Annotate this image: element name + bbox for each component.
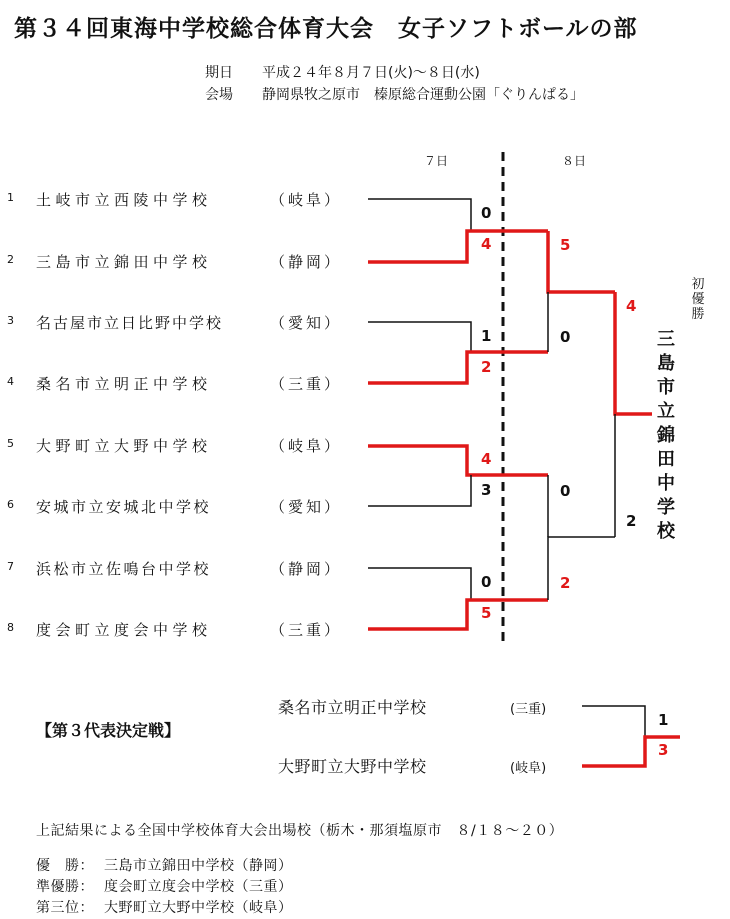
third-place-heading: 【第３代表決定戦】: [36, 721, 181, 740]
team-name: 三島市立錦田中学校: [36, 253, 212, 271]
team-number: 2: [7, 253, 14, 266]
team-prefecture: （岐阜）: [270, 437, 343, 455]
score: 0: [481, 573, 492, 591]
third-place-team: 大野町立大野中学校: [278, 757, 427, 776]
team-prefecture: （愛知）: [270, 498, 343, 516]
score: 0: [560, 482, 571, 500]
third-place-prefecture: (三重): [510, 702, 547, 717]
result-label: 準優勝：: [36, 879, 94, 895]
team-name: 安城市立安城北中学校: [36, 498, 212, 516]
score: 2: [626, 512, 637, 530]
date-label: 期日: [205, 65, 233, 81]
result-label: 第三位：: [36, 900, 94, 916]
score: 0: [560, 328, 571, 346]
result-value: 三島市立錦田中学校（静岡）: [104, 858, 293, 874]
team-prefecture: （三重）: [270, 621, 343, 639]
team-number: 5: [7, 437, 14, 450]
r1-line-team8: [368, 600, 548, 629]
score: 5: [481, 604, 492, 622]
team-number: 3: [7, 314, 14, 327]
qualifier-note: 上記結果による全国中学校体育大会出場校（栃木・那須塩原市 ８/１８～２０）: [36, 823, 564, 839]
r1-line-team7: [368, 568, 471, 600]
team-prefecture: （静岡）: [270, 253, 343, 271]
score: 5: [560, 236, 571, 254]
score: 1: [481, 327, 492, 345]
score: 0: [481, 204, 492, 222]
score: 3: [481, 481, 492, 499]
venue-label: 会場: [205, 87, 233, 103]
score: 1: [658, 711, 669, 729]
team-prefecture: （岐阜）: [270, 191, 343, 209]
team-number: 8: [7, 621, 14, 634]
result-label: 優 勝：: [36, 858, 94, 874]
third-place-prefecture: (岐阜): [510, 761, 547, 776]
third-place-team: 桑名市立明正中学校: [278, 698, 427, 717]
tp-line-team1: [582, 706, 645, 737]
team-name: 大野町立大野中学校: [36, 437, 212, 455]
score: 4: [481, 235, 492, 253]
sf1-winner-line: [548, 231, 615, 292]
team-prefecture: （静岡）: [270, 560, 343, 578]
team-name: 土岐市立西陵中学校: [36, 191, 212, 209]
page-title: 第３４回東海中学校総合体育大会 女子ソフトボールの部: [14, 16, 638, 42]
team-number: 6: [7, 498, 14, 511]
r1-line-team5: [368, 446, 548, 475]
team-prefecture: （愛知）: [270, 314, 343, 332]
score: 4: [626, 297, 637, 315]
day1-header: ７日: [424, 154, 449, 168]
r1-line-team4: [368, 352, 548, 383]
result-value: 度会町立度会中学校（三重）: [104, 879, 293, 895]
score: 3: [658, 741, 669, 759]
date-value: 平成２４年８月７日(火)～８日(水): [262, 65, 480, 81]
score: 2: [560, 574, 571, 592]
r1-line-team1: [368, 199, 471, 231]
team-number: 1: [7, 191, 14, 204]
team-name: 浜松市立佐鳴台中学校: [36, 560, 212, 578]
team-number: 4: [7, 375, 14, 388]
result-value: 大野町立大野中学校（岐阜）: [104, 900, 293, 916]
r1-line-team3: [368, 322, 471, 352]
team-name: 度会町立度会中学校: [36, 621, 212, 639]
team-name: 名古屋市立日比野中学校: [36, 314, 224, 332]
team-number: 7: [7, 560, 14, 573]
score: 4: [481, 450, 492, 468]
team-name: 桑名市立明正中学校: [36, 375, 212, 393]
r1-line-team6: [368, 475, 471, 506]
day2-header: ８日: [562, 154, 587, 168]
champion-team: 三島市立錦田中学校: [657, 329, 675, 542]
venue-value: 静岡県牧之原市 榛原総合運動公園「ぐりんぱる」: [262, 87, 584, 103]
champion-label: 初優勝: [691, 277, 705, 322]
sf2-winner-line: [548, 537, 615, 600]
team-prefecture: （三重）: [270, 375, 343, 393]
score: 2: [481, 358, 492, 376]
r1-line-team2: [368, 231, 548, 262]
